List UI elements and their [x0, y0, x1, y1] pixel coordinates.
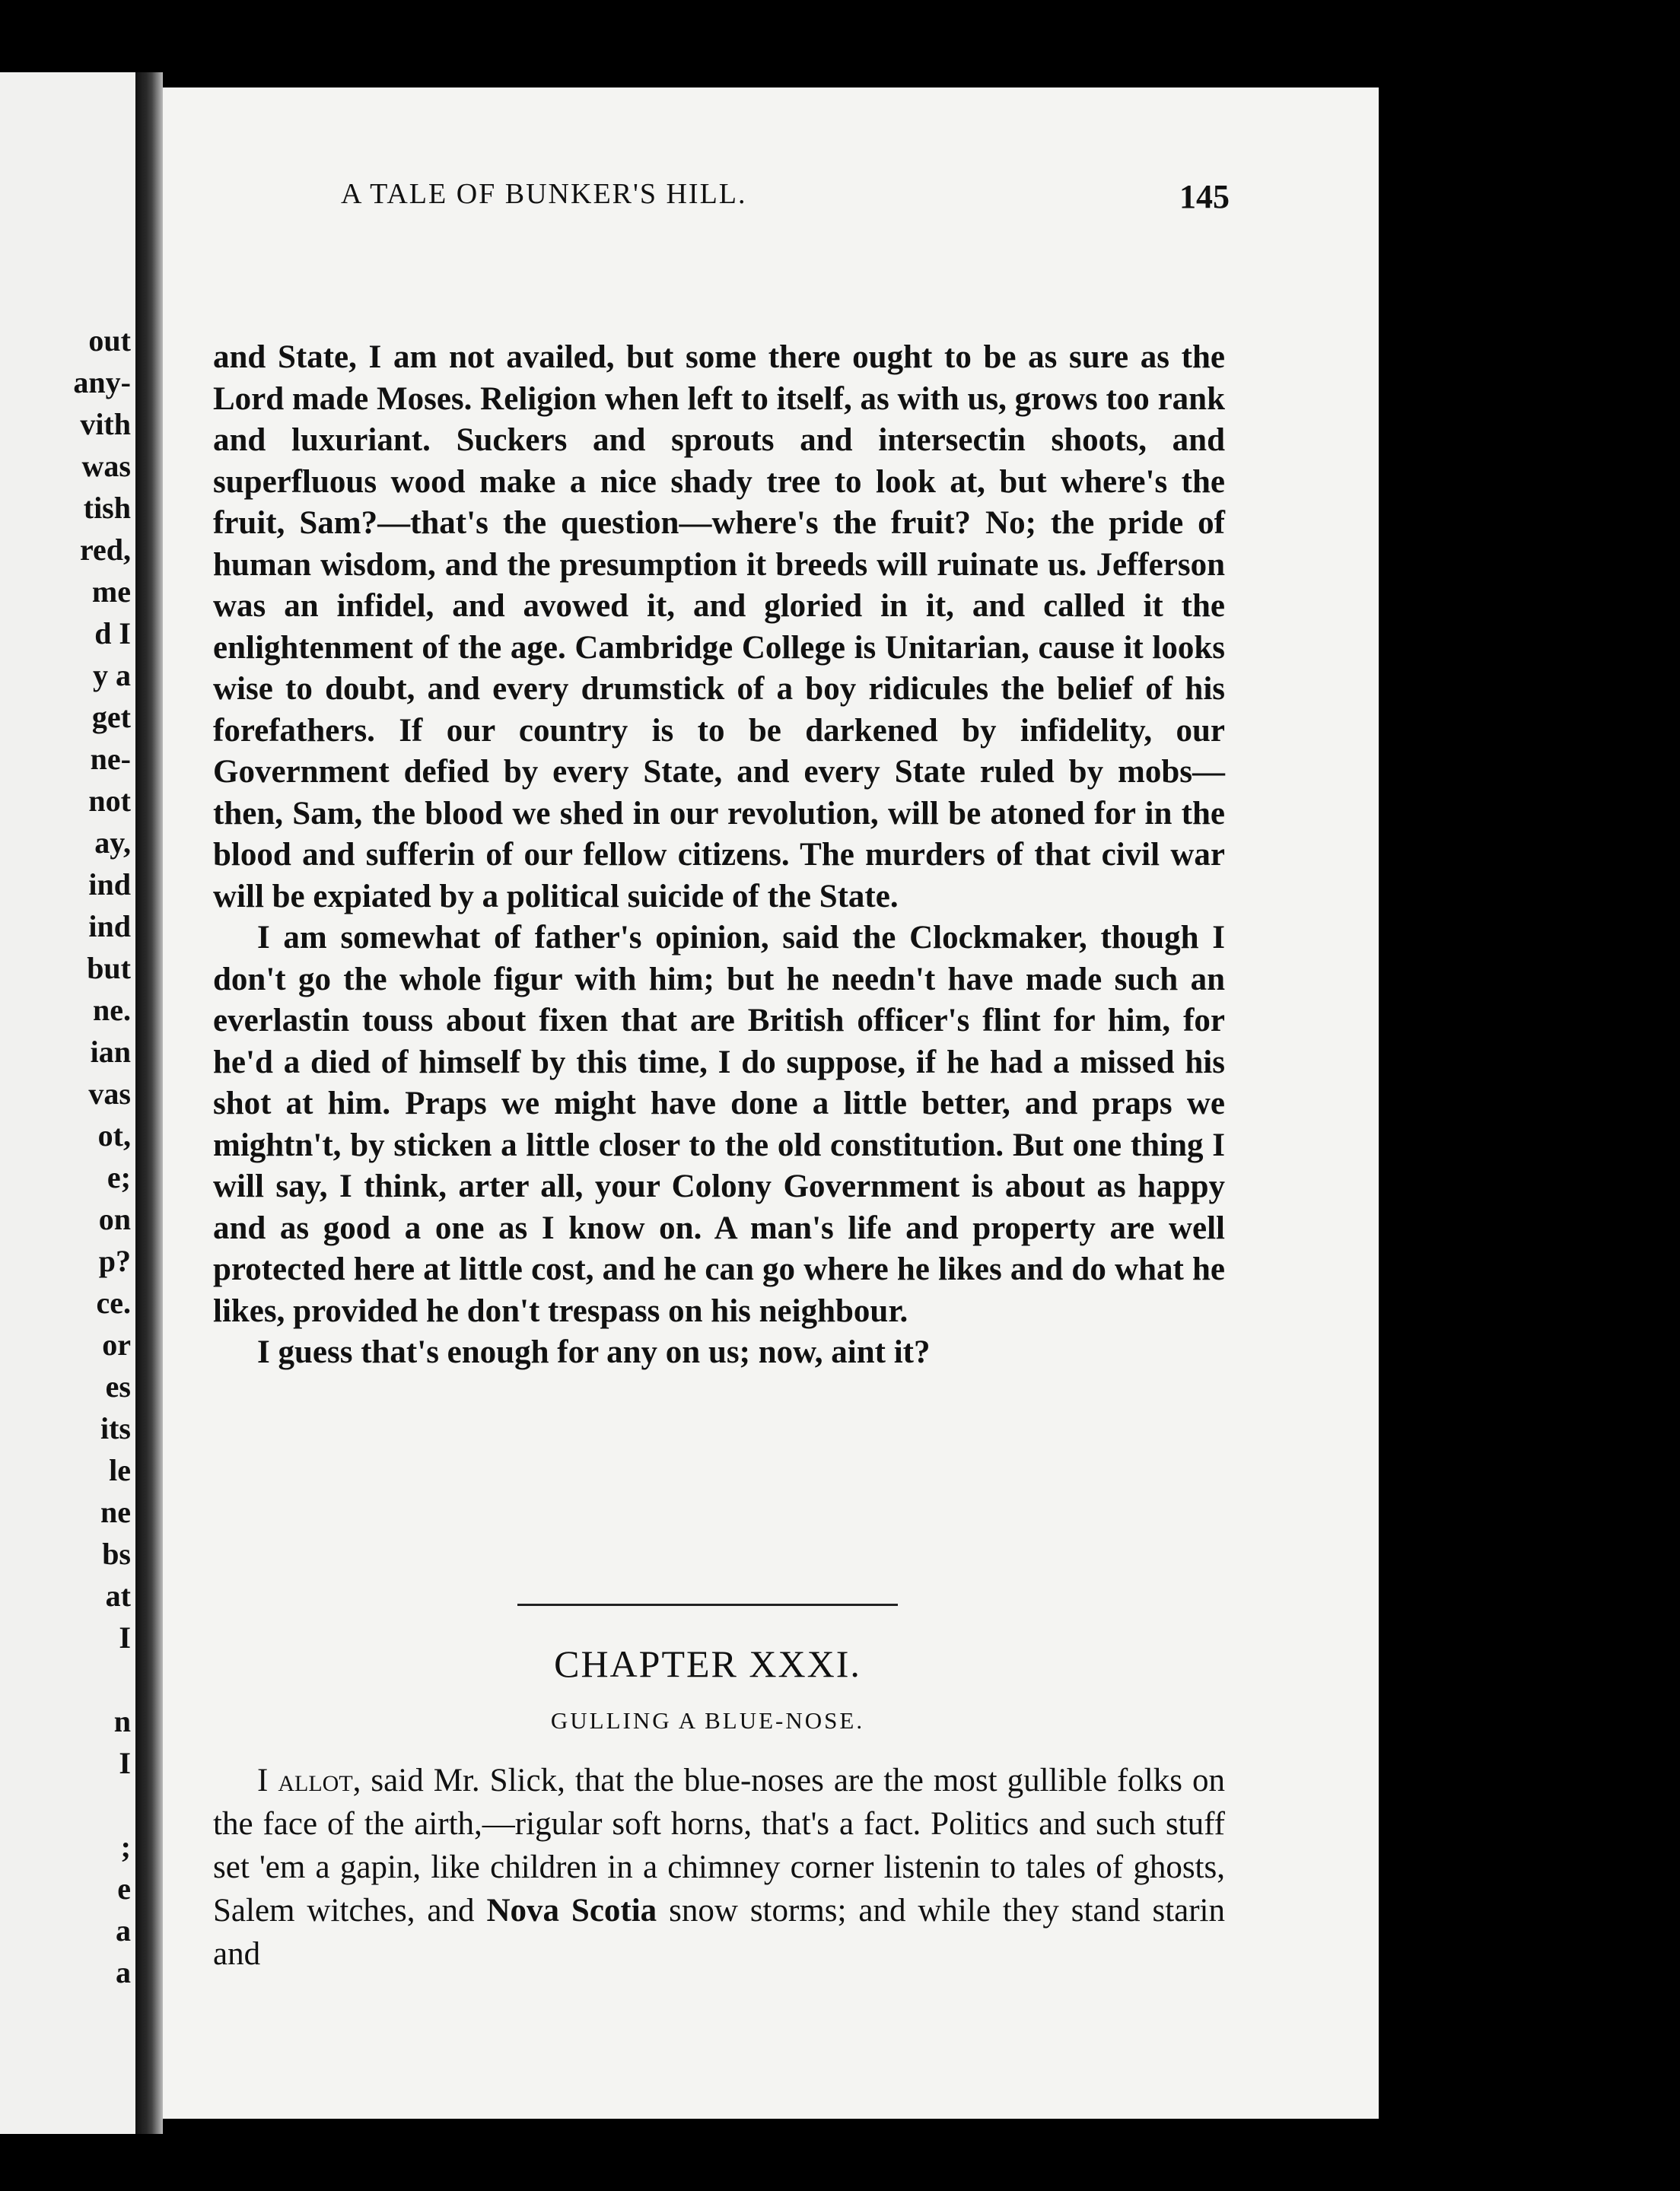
paragraph-clockmaker: I am somewhat of father's opinion, said the Clockmaker, though I don't go the whole figur with him; but he needn't have made such an everlastin touss about fixen that are British officer's flint for him, for he'd a died of himself by this time, I do suppose, if he had a missed his shot at him. Praps we might have done a little better, and praps we mightn't, by sticken a little closer to the old constitution. But one thing I will say, I think, arter all, your Colony Government is about as happy and as good a one as I know on. A man's life and property are well protected here at little cost, and he can go where he likes and do what he likes, provided he don't trespass on his neighbour.: [213, 920, 1225, 1329]
facing-line-end: e;: [107, 1160, 131, 1194]
facing-page-line-ends: [73, 320, 131, 1993]
facing-line-end: at: [105, 1579, 131, 1613]
facing-line-end: ian: [90, 1035, 131, 1069]
body-text: [213, 337, 1225, 1374]
facing-line-end: y a: [93, 658, 131, 692]
facing-line-end: tish: [83, 491, 131, 525]
facing-line-end: ne.: [93, 993, 131, 1027]
facing-line-end: out: [88, 323, 131, 358]
facing-line-end: I: [119, 1620, 131, 1655]
facing-line-end: on: [98, 1202, 131, 1236]
drop-word: I allot,: [257, 1763, 361, 1798]
facing-line-end: vas: [88, 1076, 131, 1111]
facing-line-end: [73, 1658, 131, 1700]
facing-line-end: [73, 1784, 131, 1826]
facing-line-end: p?: [98, 1244, 131, 1278]
facing-line-end: ot,: [97, 1118, 131, 1153]
facing-line-end: a: [116, 1955, 131, 1989]
chapter-text-part: said Mr. Slick, that the blue-noses are the most gullible folks on the face of the airth,—rigular soft horns, that's a fact. Politics and such stuff set 'em a gapin, like children in a chimney corner listenin to tales of ghosts, Salem witches, and: [213, 1763, 1226, 1929]
facing-line-end: d I: [94, 616, 131, 650]
facing-line-end: a: [116, 1913, 131, 1948]
chapter-opening: [213, 1759, 1225, 1976]
book-gutter: [135, 72, 163, 2134]
facing-line-end: any-: [73, 365, 131, 399]
facing-line-end: bs: [102, 1537, 131, 1571]
facing-page-edge: [0, 72, 135, 2134]
facing-line-end: ne-: [90, 742, 131, 776]
facing-line-end: its: [100, 1411, 131, 1445]
chapter-paragraph: [213, 1759, 1225, 1976]
facing-line-end: ind: [88, 909, 131, 943]
facing-line-end: ay,: [94, 825, 131, 860]
chapter-title: CHAPTER XXXI.: [554, 1642, 861, 1685]
facing-line-end: not: [88, 784, 131, 818]
facing-line-end: le: [109, 1453, 131, 1487]
facing-line-end: was: [81, 449, 131, 483]
facing-line-end: ce.: [96, 1286, 131, 1320]
facing-line-end: ind: [88, 867, 131, 902]
paragraph-continuation: and State, I am not availed, but some there ought to be as sure as the Lord made Moses. Religion when left to itself, as with us, grows too rank and luxuriant. Suckers and sprouts and intersectin shoots, and superfluous wood make a nice shady tree to look at, but where's the fruit, Sam?—that's the question—where's the fruit? No; the pride of human wisdom, and the presumption it breeds will ruinate us. Jefferson was an infidel, and avowed it, and gloried in it, and called it the enlightenment of the age. Cambridge College is Unitarian, cause it looks wise to doubt, and every drumstick of a boy ridicules the belief of his forefathers. If our country is to be darkened by infidelity, our Government defied by every State, and every State ruled by mobs—then, Sam, the blood we shed in our revolution, will be atoned for in the blood and sufferin of our fellow citizens. The murders of that civil war will be expiated by a political suicide of the State.: [213, 339, 1225, 914]
chapter-subtitle: GULLING A BLUE-NOSE.: [550, 1707, 865, 1734]
facing-line-end: or: [102, 1328, 131, 1362]
facing-line-end: es: [105, 1369, 131, 1404]
facing-line-end: ;: [120, 1830, 131, 1864]
facing-line-end: me: [91, 574, 131, 609]
running-header: A TALE OF BUNKER'S HILL.: [341, 178, 747, 210]
facing-line-end: n: [113, 1704, 131, 1738]
facing-line-end: vith: [80, 407, 131, 441]
facing-line-end: red,: [79, 533, 131, 567]
page-number: 145: [1179, 178, 1230, 215]
facing-line-end: I: [119, 1746, 131, 1780]
paragraph-closing: I guess that's enough for any on us; now, aint it?: [257, 1334, 931, 1370]
place-name: Nova Scotia: [486, 1893, 657, 1929]
facing-line-end: e: [117, 1871, 131, 1906]
facing-line-end: get: [91, 700, 131, 734]
chapter-text-end: snow storms; and while they stand starin and: [213, 1893, 1225, 1972]
facing-line-end: but: [87, 951, 131, 985]
facing-line-end: ne: [100, 1495, 131, 1529]
section-divider: [517, 1604, 898, 1606]
